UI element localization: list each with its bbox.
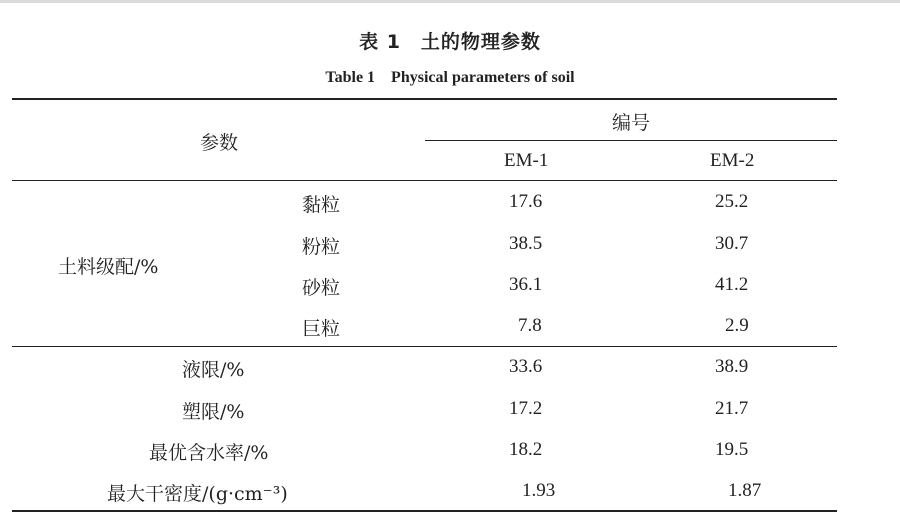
prop-plastic-limit-name: 塑限/% <box>182 401 245 423</box>
prop-max-dry-density-name: 最大干密度/(g·cm⁻³) <box>107 483 288 505</box>
header-em2: EM-2 <box>710 150 755 171</box>
gradation-clay-name: 黏粒 <box>302 194 341 216</box>
gradation-boulder-em1: 7.8 <box>518 315 542 336</box>
top-edge-band <box>0 0 900 3</box>
gradation-sand-em1: 36.1 <box>509 274 543 295</box>
section-rule <box>12 346 837 347</box>
header-param: 参数 <box>200 132 239 154</box>
gradation-boulder-name: 巨粒 <box>302 318 341 340</box>
prop-liquid-limit-name: 液限/% <box>182 359 245 381</box>
prop-liquid-limit-em2: 38.9 <box>715 356 749 377</box>
header-bottom-rule <box>12 180 837 181</box>
prop-max-dry-density-em2: 1.87 <box>728 480 762 501</box>
header-em1: EM-1 <box>504 150 549 171</box>
gradation-label: 土料级配/% <box>58 256 159 278</box>
table-caption-cn: 表 1 土的物理参数 <box>359 31 541 53</box>
table-caption-en: Table 1 Physical parameters of soil <box>325 69 575 86</box>
prop-plastic-limit-em2: 21.7 <box>715 398 749 419</box>
gradation-boulder-em2: 2.9 <box>725 315 749 336</box>
header-group: 编号 <box>612 112 651 134</box>
top-rule <box>12 98 837 100</box>
prop-max-dry-density-em1: 1.93 <box>522 480 556 501</box>
gradation-silt-em2: 30.7 <box>715 233 749 254</box>
gradation-sand-em2: 41.2 <box>715 274 749 295</box>
bottom-rule <box>12 510 837 512</box>
gradation-sand-name: 砂粒 <box>302 277 341 299</box>
gradation-silt-em1: 38.5 <box>509 233 543 254</box>
gradation-clay-em2: 25.2 <box>715 191 749 212</box>
prop-optimum-moisture-em1: 18.2 <box>509 439 543 460</box>
gradation-silt-name: 粉粒 <box>302 236 341 258</box>
group-rule <box>425 140 837 141</box>
prop-optimum-moisture-em2: 19.5 <box>715 439 749 460</box>
prop-plastic-limit-em1: 17.2 <box>509 398 543 419</box>
prop-liquid-limit-em1: 33.6 <box>509 356 543 377</box>
gradation-clay-em1: 17.6 <box>509 191 543 212</box>
prop-optimum-moisture-name: 最优含水率/% <box>149 442 269 464</box>
